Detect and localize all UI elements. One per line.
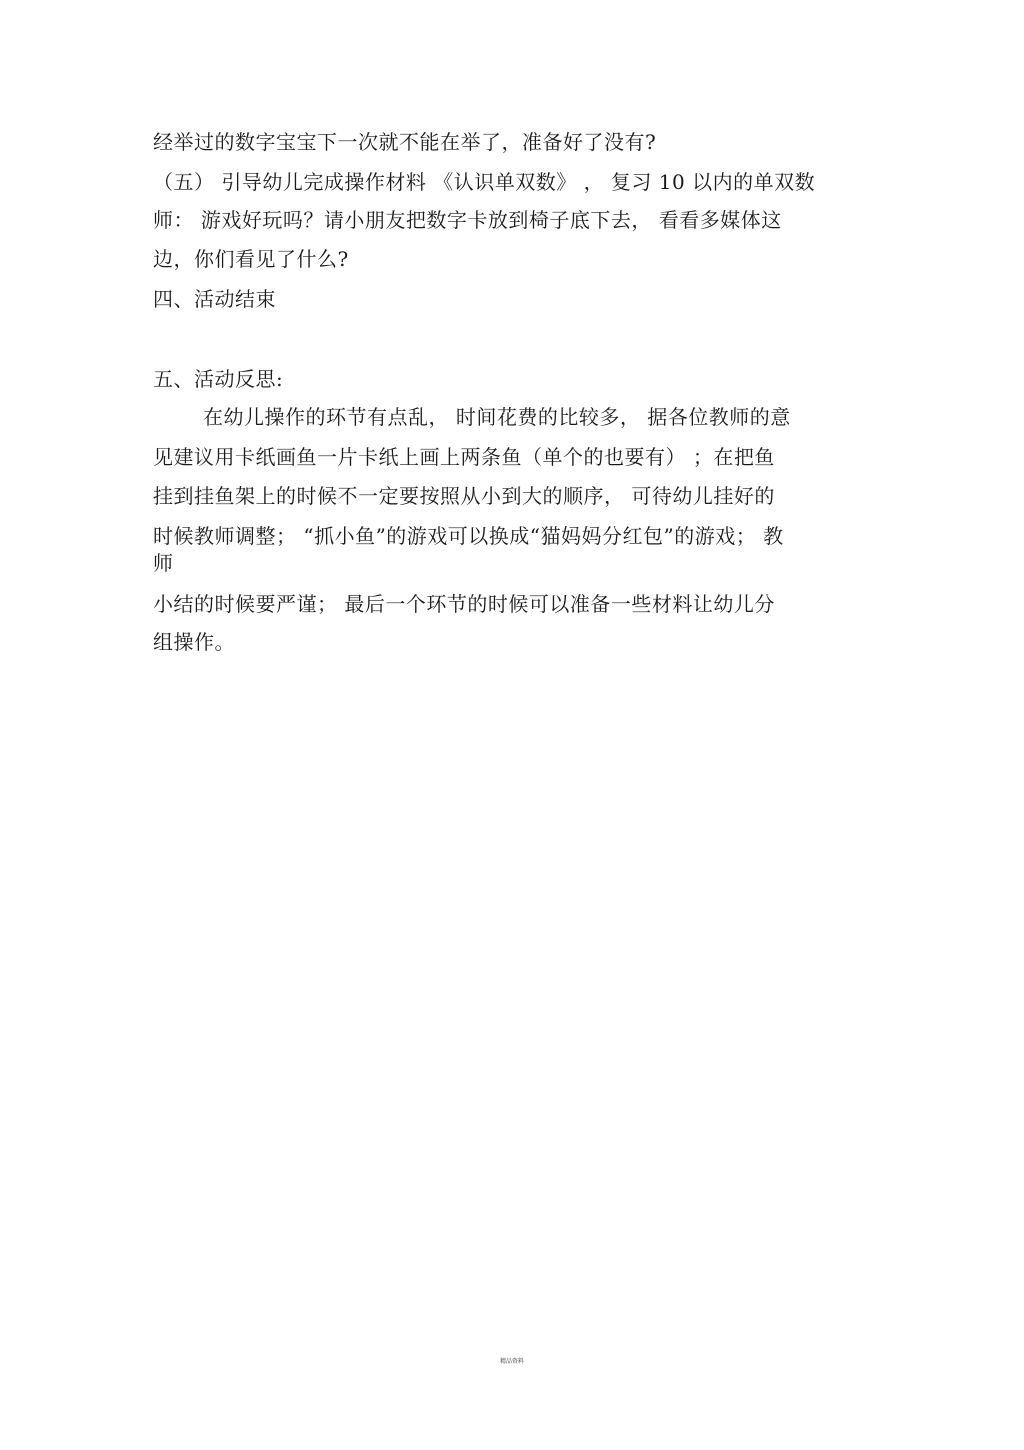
paragraph-line: 小结的时候要严谨； 最后一个环节的时候可以准备一些材料让幼儿分 <box>153 592 775 616</box>
paragraph-line: 挂到挂鱼架上的时候不一定要按照从小到大的顺序， 可待幼儿挂好的 <box>153 484 775 508</box>
paragraph-line: 见建议用卡纸画鱼一片卡纸上画上两条鱼（单个的也要有） ；在把鱼 <box>153 445 775 469</box>
section-heading-five: （五） 引导幼儿完成操作材料 《认识单双数》 ， 复习 10 以内的单双数 <box>153 170 816 194</box>
paragraph-line: 师 <box>153 551 174 575</box>
page-footer: 精品资料 <box>499 1358 524 1365</box>
text-line: 经举过的数字宝宝下一次就不能在举了，准备好了没有? <box>153 130 657 154</box>
paragraph-line: 在幼儿操作的环节有点乱， 时间花费的比较多， 据各位教师的意 <box>203 405 791 429</box>
paragraph-line: 组操作。 <box>153 630 235 654</box>
text-line: 边，你们看见了什么? <box>153 247 349 271</box>
text-line: 师： 游戏好玩吗？请小朋友把数字卡放到椅子底下去， 看看多媒体这 <box>153 208 782 232</box>
paragraph-line: 时候教师调整； “抓小鱼”的游戏可以换成“猫妈妈分红包”的游戏； 教 <box>153 524 784 548</box>
section-heading-activity-end: 四、活动结束 <box>153 287 276 311</box>
section-heading-reflection: 五、活动反思: <box>153 367 284 391</box>
